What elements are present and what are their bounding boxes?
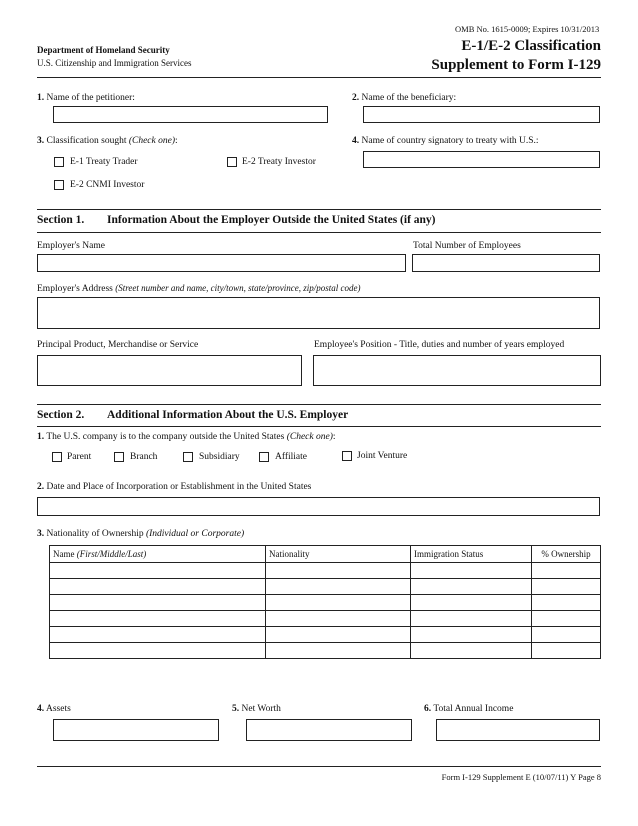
- parent-label: Parent: [67, 452, 92, 462]
- s2-q1-relationship-label: 1. The U.S. company is to the company outside the United States (Check one):: [37, 432, 336, 442]
- assets-input[interactable]: [53, 719, 219, 741]
- employer-name-label: Employer's Name: [37, 241, 105, 251]
- s2-q5-net-worth-label: 5. Net Worth: [232, 704, 281, 714]
- agency-name: Department of Homeland Security: [37, 45, 170, 55]
- nationality-cell-input[interactable]: [266, 627, 411, 643]
- employer-address-label: Employer's Address (Street number and name, city/town, state/province, zip/postal code): [37, 283, 361, 294]
- employer-name-input[interactable]: [37, 254, 406, 272]
- s2-q3-nationality-label: 3. Nationality of Ownership (Individual or Corporate): [37, 529, 245, 539]
- section2-title: Additional Information About the U.S. Employer: [107, 409, 349, 421]
- sub-agency-name: U.S. Citizenship and Immigration Services: [37, 58, 192, 68]
- employer-address-input[interactable]: [37, 297, 600, 329]
- immigration-status-cell-input[interactable]: [411, 643, 532, 659]
- ownership-cell-input[interactable]: [532, 643, 601, 659]
- section2-top-rule: [37, 404, 601, 405]
- nationality-cell-input[interactable]: [266, 611, 411, 627]
- name-cell-input[interactable]: [50, 611, 266, 627]
- affiliate-label: Affiliate: [275, 452, 308, 462]
- section1-bottom-rule: [37, 232, 601, 233]
- e1-treaty-trader-label: E-1 Treaty Trader: [70, 157, 138, 167]
- nationality-cell-input[interactable]: [266, 563, 411, 579]
- q1-petitioner-label: 1. Name of the petitioner:: [37, 93, 135, 103]
- q2-beneficiary-label: 2. Name of the beneficiary:: [352, 93, 457, 103]
- ownership-table: [49, 545, 601, 659]
- table-row: [50, 627, 601, 643]
- immigration-status-cell-input[interactable]: [411, 595, 532, 611]
- name-cell-input[interactable]: [50, 627, 266, 643]
- q4-treaty-country-label: 4. Name of country signatory to treaty with U.S.:: [352, 136, 539, 146]
- total-employees-label: Total Number of Employees: [413, 241, 521, 251]
- s2-q6-annual-income-label: 6. Total Annual Income: [424, 704, 514, 714]
- incorporation-input[interactable]: [37, 497, 600, 516]
- form-title-line2: Supplement to Form I-129: [431, 57, 601, 73]
- nationality-cell-input[interactable]: [266, 579, 411, 595]
- subsidiary-label: Subsidiary: [199, 452, 240, 462]
- total-employees-input[interactable]: [412, 254, 600, 272]
- ownership-table-header: [50, 546, 601, 563]
- e2-treaty-investor-label: E-2 Treaty Investor: [242, 157, 316, 167]
- ownership-cell-input[interactable]: [532, 563, 601, 579]
- s2-q2-incorporation-label: 2. Date and Place of Incorporation or Establishment in the United States: [37, 482, 312, 492]
- branch-label: Branch: [130, 452, 158, 462]
- joint-venture-checkbox[interactable]: [342, 451, 352, 461]
- section1-top-rule: [37, 209, 601, 210]
- nationality-column-header: Nationality: [266, 546, 411, 563]
- principal-product-label: Principal Product, Merchandise or Service: [37, 340, 199, 350]
- table-row: [50, 643, 601, 659]
- name-cell-input[interactable]: [50, 643, 266, 659]
- e2-treaty-investor-checkbox[interactable]: [227, 157, 237, 167]
- immigration-status-column-header: Immigration Status: [411, 546, 532, 563]
- name-cell-input[interactable]: [50, 595, 266, 611]
- s2-q4-assets-label: 4. Assets: [37, 704, 71, 714]
- parent-checkbox[interactable]: [52, 452, 62, 462]
- omb-number: OMB No. 1615-0009; Expires 10/31/2013: [455, 24, 600, 34]
- form-title-line1: E-1/E-2 Classification: [461, 38, 601, 54]
- footer-form-id: Form I-129 Supplement E (10/07/11) Y Page 8: [441, 772, 601, 782]
- immigration-status-cell-input[interactable]: [411, 627, 532, 643]
- table-row: [50, 595, 601, 611]
- affiliate-checkbox[interactable]: [259, 452, 269, 462]
- branch-checkbox[interactable]: [114, 452, 124, 462]
- header-rule: [37, 77, 601, 78]
- name-cell-input[interactable]: [50, 579, 266, 595]
- section1-title: Information About the Employer Outside the United States (if any): [107, 214, 436, 226]
- ownership-cell-input[interactable]: [532, 611, 601, 627]
- table-row: [50, 611, 601, 627]
- q3-classification-label: 3. Classification sought (Check one):: [37, 136, 178, 146]
- nationality-cell-input[interactable]: [266, 595, 411, 611]
- table-row: [50, 563, 601, 579]
- immigration-status-cell-input[interactable]: [411, 579, 532, 595]
- treaty-country-input[interactable]: [363, 151, 600, 168]
- joint-venture-label: Joint Venture: [357, 451, 408, 461]
- footer-rule: [37, 766, 601, 767]
- ownership-cell-input[interactable]: [532, 579, 601, 595]
- annual-income-input[interactable]: [436, 719, 600, 741]
- employee-position-input[interactable]: [313, 355, 601, 386]
- ownership-column-header: % Ownership: [532, 546, 601, 563]
- subsidiary-checkbox[interactable]: [183, 452, 193, 462]
- section1-number: Section 1.: [37, 214, 85, 226]
- section2-bottom-rule: [37, 426, 601, 427]
- name-column-header: Name (First/Middle/Last): [50, 546, 266, 563]
- table-row: [50, 579, 601, 595]
- e2-cnmi-investor-checkbox[interactable]: [54, 180, 64, 190]
- petitioner-name-input[interactable]: [53, 106, 328, 123]
- e2-cnmi-investor-label: E-2 CNMI Investor: [70, 180, 145, 190]
- immigration-status-cell-input[interactable]: [411, 611, 532, 627]
- principal-product-input[interactable]: [37, 355, 302, 386]
- ownership-cell-input[interactable]: [532, 627, 601, 643]
- name-cell-input[interactable]: [50, 563, 266, 579]
- section2-number: Section 2.: [37, 409, 85, 421]
- ownership-cell-input[interactable]: [532, 595, 601, 611]
- nationality-cell-input[interactable]: [266, 643, 411, 659]
- beneficiary-name-input[interactable]: [363, 106, 600, 123]
- net-worth-input[interactable]: [246, 719, 412, 741]
- e1-treaty-trader-checkbox[interactable]: [54, 157, 64, 167]
- immigration-status-cell-input[interactable]: [411, 563, 532, 579]
- employee-position-label: Employee's Position - Title, duties and number of years employed: [314, 340, 565, 350]
